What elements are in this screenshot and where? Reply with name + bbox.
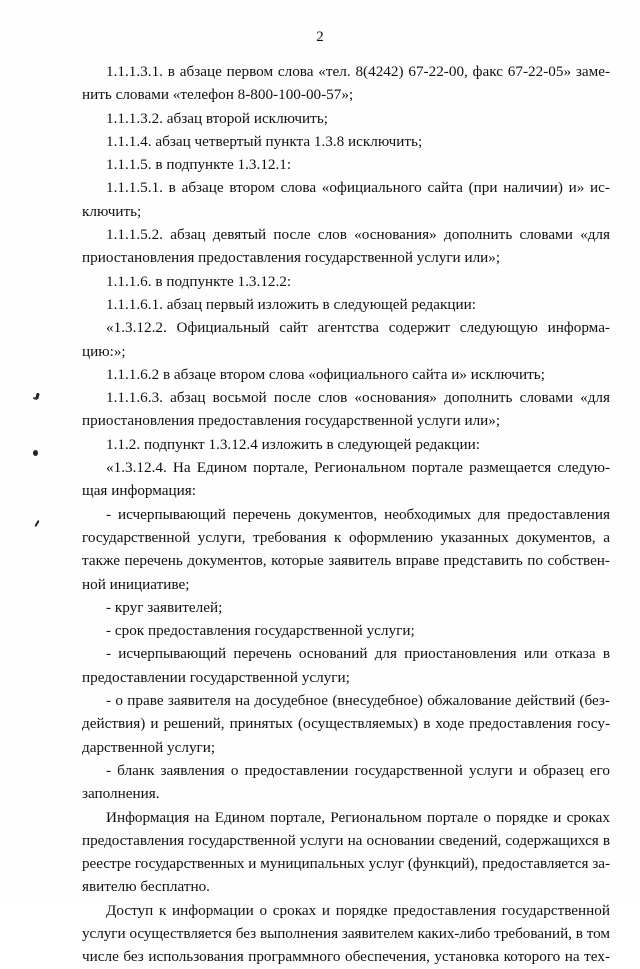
text-line: нить словами «телефон 8-800-100-00-57»; xyxy=(82,86,354,104)
text-line: «1.3.12.2. Официальный сайт агентства содержит следующую информа- xyxy=(106,319,610,337)
text-line: - бланк заявления о предоставлении государственной услуги и образец его xyxy=(106,761,610,779)
text-line: государственной услуги, требования к оформлению указанных документов, а xyxy=(82,528,610,546)
text-line: - исчерпывающий перечень оснований для приостановления или отказа в xyxy=(106,645,610,663)
text-line: 1.1.1.4. абзац четвертый пункта 1.3.8 исключить; xyxy=(106,132,423,150)
text-line: явителю бесплатно. xyxy=(82,878,210,896)
text-line: 1.1.1.6.3. абзац восьмой после слов «основания» дополнить словами «для xyxy=(106,389,610,407)
text-line: действия) и решений, принятых (осуществляемых) в ходе предоставления госу- xyxy=(82,715,610,733)
text-line: щая информация: xyxy=(82,482,196,500)
text-line: 1.1.1.5.1. в абзаце втором слова «официального сайта (при наличии) и» ис- xyxy=(106,179,610,197)
text-line: приостановления предоставления государственной услуги или»; xyxy=(82,249,501,267)
document-body xyxy=(82,60,610,969)
text-line: 1.1.1.3.1. в абзаце первом слова «тел. 8(4242) 67-22-00, факс 67-22-05» заме- xyxy=(106,63,610,80)
text-line: - о праве заявителя на досудебное (внесудебное) обжалование действий (без- xyxy=(106,692,610,710)
margin-ink-mark xyxy=(35,393,39,400)
text-line: 1.1.1.6.1. абзац первый изложить в следующей редакции: xyxy=(106,295,476,313)
text-line: предоставления государственной услуги на основании сведений, содержащихся в xyxy=(82,831,610,849)
text-line: - срок предоставления государственной услуги; xyxy=(106,622,415,640)
text-line: - исчерпывающий перечень документов, необходимых для предоставления xyxy=(106,505,610,523)
text-line: - круг заявителей; xyxy=(106,598,223,616)
text-line: «1.3.12.4. На Едином портале, Региональном портале размещается следую- xyxy=(106,459,610,477)
page-number: 2 xyxy=(316,29,324,45)
text-line: 1.1.1.3.2. абзац второй исключить; xyxy=(106,109,328,127)
margin-ink-mark xyxy=(34,520,39,527)
text-line: приостановления предоставления государственной услуги или»; xyxy=(82,412,501,430)
text-line: предоставлении государственной услуги; xyxy=(82,668,350,686)
text-line: ной инициативе; xyxy=(82,575,190,593)
text-line: Информация на Едином портале, Региональном портале о порядке и сроках xyxy=(106,808,610,826)
text-line: цию:»; xyxy=(82,342,126,360)
text-line: 1.1.1.6. в подпункте 1.3.12.2: xyxy=(106,272,292,290)
margin-ink-mark xyxy=(33,450,38,456)
text-line: 1.1.1.5. в подпункте 1.3.12.1: xyxy=(106,156,292,174)
text-line: ключить; xyxy=(82,202,142,220)
text-line: также перечень документов, которые заявитель вправе представить по собствен- xyxy=(82,552,610,570)
text-line: дарственной услуги; xyxy=(82,738,216,756)
text-line: числе без использования программного обеспечения, установка которого на тех- xyxy=(82,948,610,966)
text-line: 1.1.2. подпункт 1.3.12.4 изложить в следующей редакции: xyxy=(106,435,480,453)
text-line: реестре государственных и муниципальных услуг (функций), предоставляется за- xyxy=(82,855,610,873)
text-line: услуги осуществляется без выполнения заявителем каких-либо требований, в том xyxy=(82,924,610,942)
text-line: заполнения. xyxy=(82,785,160,803)
text-line: 1.1.1.6.2 в абзаце втором слова «официального сайта и» исключить; xyxy=(106,365,545,383)
text-line: Доступ к информации о сроках и порядке предоставления государственной xyxy=(106,901,610,919)
text-line: 1.1.1.5.2. абзац девятый после слов «основания» дополнить словами «для xyxy=(106,226,610,244)
